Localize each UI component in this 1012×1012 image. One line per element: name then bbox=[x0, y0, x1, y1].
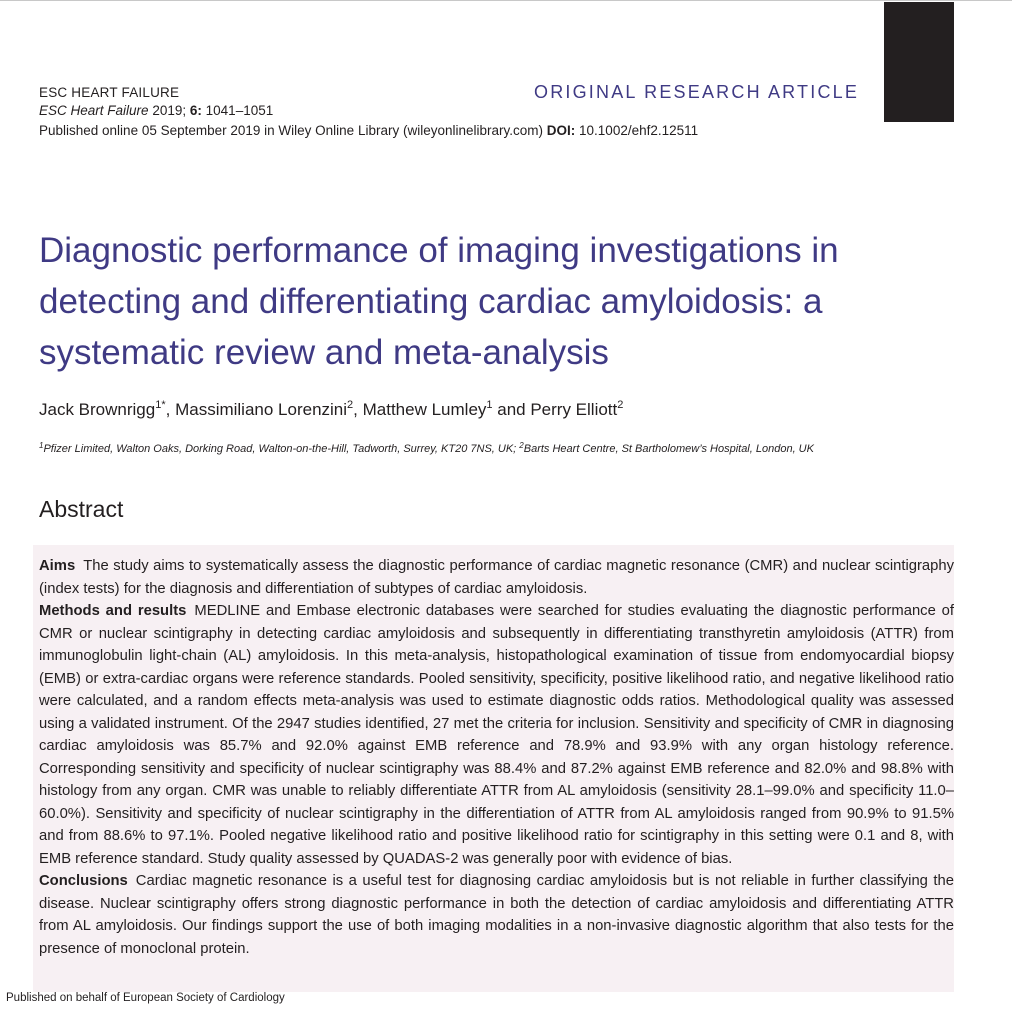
affiliation-marker: 1 bbox=[39, 441, 44, 450]
abstract-section-text: Cardiac magnetic resonance is a useful test for diagnosing cardiac amyloidosis but is not reliable in further classifying the disease. Nuclear scintigraphy offers strong diagnostic performance in both the detection of cardiac amyloidosis and differentiating ATTR from AL amyloidosis. Our findings support the use of both imaging modalities in a non-invasive diagnostic algorithm that also tests for the presence of monoclonal protein. bbox=[39, 873, 954, 957]
citation-pages: 1041–1051 bbox=[205, 103, 274, 118]
author-separator: and bbox=[492, 400, 531, 419]
abstract-box bbox=[33, 545, 954, 992]
author-name: Jack Brownrigg bbox=[39, 400, 156, 419]
citation-year: 2019; bbox=[152, 103, 187, 118]
affiliation-text: Pfizer Limited, Walton Oaks, Dorking Road, Walton-on-the-Hill, Tadworth, Surrey, KT20 7NS, UK; bbox=[43, 443, 520, 455]
author-affiliation-marker: 2 bbox=[617, 399, 624, 411]
author-affiliation-marker: 1* bbox=[155, 399, 166, 411]
article-title: Diagnostic performance of imaging investigations in detecting and differentiating cardiac amyloidosis: a systematic review and meta-analysis bbox=[39, 231, 839, 372]
article-type-label: ORIGINAL RESEARCH ARTICLE bbox=[534, 82, 860, 102]
abstract-section-conclusions bbox=[39, 870, 954, 960]
author-name: Perry Elliott bbox=[530, 400, 618, 419]
top-rule bbox=[0, 0, 1012, 1]
abstract-section-methods bbox=[39, 600, 954, 870]
citation-line bbox=[39, 102, 879, 120]
abstract-section-text: MEDLINE and Embase electronic databases were searched for studies evaluating the diagnostic performance of CMR or nuclear scintigraphy in detecting cardiac amyloidosis and subsequently in differentiating transthyretin amyloidosis (ATTR) from immunoglobulin light-chain (AL) amyloidosis. In this meta-analysis, histopathological examination of tissue from endomyocardial biopsy (EMB) or extra-cardiac organs were reference standards. Pooled sensitivity, specificity, positive likelihood ratio, and negative likelihood ratio were calculated, and a random effects meta-analysis was used to estimate diagnostic odds ratios. Methodological quality was assessed using a validated instrument. Of the 2947 studies identified, 27 met the criteria for inclusion. Sensitivity and specificity of CMR in diagnosing cardiac amyloidosis was 85.7% and 92.0% against EMB reference and 78.9% and 93.9% with any organ histology reference. Corresponding sensitivity and specificity of nuclear scintigraphy was 88.4% and 87.2% against EMB reference and 82.0% and 98.8% with histology from any organ. CMR was unable to reliably differentiate ATTR from AL amyloidosis (sensitivity 28.1–99.0% and specificity 11.0–60.0%). Sensitivity and specificity of nuclear scintigraphy in the differentiation of ATTR from AL amyloidosis ranged from 90.9% to 91.5% and from 88.6% to 97.1%. Pooled negative likelihood ratio and positive likelihood ratio for scintigraphy in this setting were 0.1 and 8, with EMB reference standard. Study quality assessed by QUADAS-2 was generally poor with evidence of bias. bbox=[39, 603, 954, 867]
abstract-section-label: Methods and results bbox=[39, 603, 187, 619]
citation-volume: 6: bbox=[189, 103, 202, 118]
abstract-section-label: Conclusions bbox=[39, 873, 128, 889]
black-corner-tab bbox=[884, 2, 954, 122]
abstract-section-label: Aims bbox=[39, 558, 76, 574]
author-affiliation-marker: 2 bbox=[347, 399, 354, 411]
doi-label: DOI: bbox=[546, 123, 576, 138]
affiliation-text: Barts Heart Centre, St Bartholomew’s Hospital, London, UK bbox=[523, 443, 814, 455]
author-affiliation-marker: 1 bbox=[486, 399, 493, 411]
author-separator: , bbox=[165, 400, 176, 419]
doi-link[interactable]: 10.1002/ehf2.12511 bbox=[579, 123, 699, 138]
published-text: Published online 05 September 2019 in Wiley Online Library (wileyonlinelibrary.com) bbox=[39, 123, 543, 138]
author-name: Massimiliano Lorenzini bbox=[175, 400, 348, 419]
author-name: Matthew Lumley bbox=[362, 400, 487, 419]
abstract-section-aims bbox=[39, 555, 954, 600]
abstract-section-text: The study aims to systematically assess the diagnostic performance of cardiac magnetic resonance (CMR) and nuclear scintigraphy (index tests) for the diagnosis and differentiation of subtypes of cardiac amyloidosis. bbox=[39, 558, 954, 597]
journal-italic: ESC Heart Failure bbox=[39, 103, 149, 118]
author-separator: , bbox=[353, 400, 363, 419]
abstract-heading: Abstract bbox=[39, 496, 124, 522]
author-list bbox=[39, 400, 939, 420]
affiliation-marker: 2 bbox=[519, 441, 524, 450]
affiliations bbox=[39, 443, 939, 455]
journal-name: ESC HEART FAILURE bbox=[39, 85, 180, 100]
abstract-body bbox=[39, 555, 954, 960]
publisher-footer: Published on behalf of European Society of Cardiology bbox=[6, 992, 285, 1004]
published-line bbox=[39, 120, 879, 142]
